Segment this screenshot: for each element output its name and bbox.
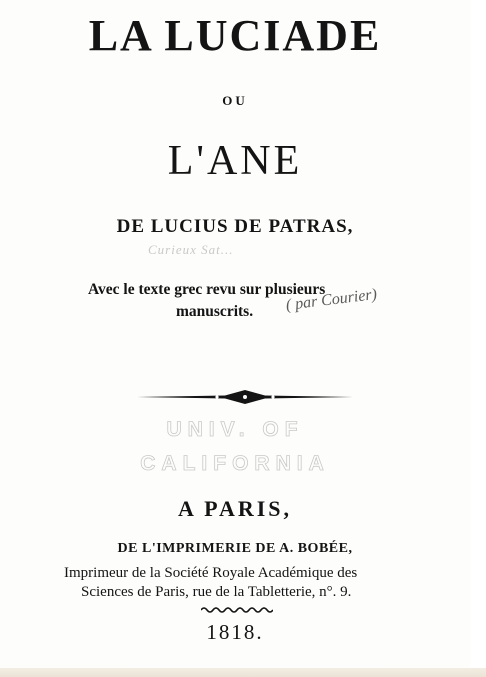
imprint-city: A PARIS,: [177, 496, 293, 521]
conjunction-ou: OU: [222, 93, 248, 108]
publication-year: 1818.: [206, 620, 264, 644]
book-title: LA LUCIADE: [88, 11, 382, 60]
wavy-rule-icon: [201, 606, 273, 614]
handwritten-annotation: ( par Courier): [284, 285, 378, 314]
author-line: DE LUCIUS DE PATRAS,: [116, 216, 354, 237]
printer-description-line-2: Sciences de Paris, rue de la Tabletterie, n°. 9.: [81, 584, 352, 600]
stamp-line-1: UNIV. OF: [166, 418, 304, 441]
imprint-printer: DE L'IMPRIMERIE DE A. BOBÉE,: [117, 541, 353, 556]
ornamental-rule-icon: [135, 389, 355, 405]
page-edge-bottom: [0, 668, 486, 677]
printer-description-line-1: Imprimeur de la Société Royale Académique des: [64, 565, 358, 581]
page-margin-right: [470, 0, 486, 677]
library-stamp: [0, 413, 470, 480]
stamp-line-2: CALIFORNIA: [140, 451, 330, 475]
faint-handwritten-note: Curieux Sat...: [148, 242, 234, 257]
book-subtitle: L'ANE: [167, 138, 303, 184]
description-line-2: manuscrits.: [176, 303, 254, 320]
description-line-1: Avec le texte grec revu sur plusieurs: [88, 281, 326, 298]
